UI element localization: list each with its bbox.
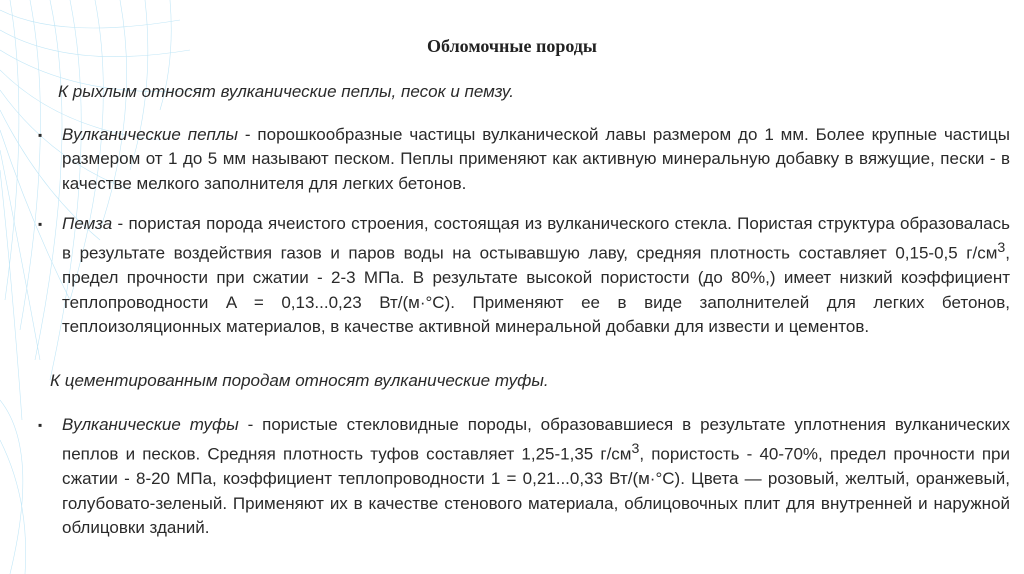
slide-title: Обломочные породы: [427, 36, 597, 56]
term-pumice: Пемза: [62, 214, 113, 233]
term-volcanic-ash: Вулканические пеплы: [62, 125, 238, 144]
definition-volcanic-tuff-part2: , пористость - 40-70%, предел прочности при сжатии - 8-20 МПа, коэффициент теплопроводности 1 = 0,21...0,33 Вт/(м·°С). Цвета — розовый, желтый, оранжевый, голубовато-зеленый. Применяют их в качестве стенового материала, облицовочных плит для внутренней и наружной облицовки зданий.: [62, 444, 1010, 537]
list-item-volcanic-ash: [38, 123, 1010, 196]
list-item-volcanic-tuff: [38, 413, 1010, 540]
list-item-text: [62, 413, 1010, 540]
definition-pumice-part2: , предел прочности при сжатии - 2-3 МПа. В результате высокой пористости (до 80%,) имеет низкий коэффициент теплопроводности A = 0,13...0,23 Вт/(м·°С). Применяют ее в виде заполнителей для легких бетонов, теплоизоляционных материалов, в качестве активной минеральной добавки для извести и цементов.: [62, 243, 1010, 336]
definition-volcanic-tuff-part1: - пористые стекловидные породы, образовавшиеся в результате уплотнения вулканических пеплов и песков. Средняя плотность туфов составляет 1,25-1,35 г/см: [62, 415, 1010, 464]
definition-pumice-part1: - пористая порода ячеистого строения, состоящая из вулканического стекла. Пористая структура образовалась в результате воздействия газов и паров воды на остывавшую лаву, средняя плотность составляет 0,15-0,5 г/см: [62, 214, 1010, 263]
superscript: 3: [997, 240, 1006, 257]
bullet-icon: ▪: [38, 418, 43, 432]
definition-volcanic-ash: - порошкообразные частицы вулканической лавы размером до 1 мм. Более крупные частицы размером от 1 до 5 мм называют песком. Пеплы применяют как активную минеральную добавку в вяжущие, пески - в качестве мелкого заполнителя для легких бетонов.: [62, 125, 1010, 193]
term-volcanic-tuff: Вулканические туфы: [62, 415, 239, 434]
intro-cemented-rocks: К цементированным породам относят вулканические туфы.: [50, 371, 549, 390]
bullet-icon: ▪: [38, 217, 43, 231]
bullet-icon: ▪: [38, 128, 43, 142]
superscript: 3: [631, 441, 640, 458]
list-item-text: [62, 123, 1010, 196]
intro-loose-rocks: К рыхлым относят вулканические пеплы, песок и пемзу.: [58, 82, 515, 101]
list-item-text: [62, 212, 1010, 339]
list-item-pumice: [38, 212, 1010, 339]
